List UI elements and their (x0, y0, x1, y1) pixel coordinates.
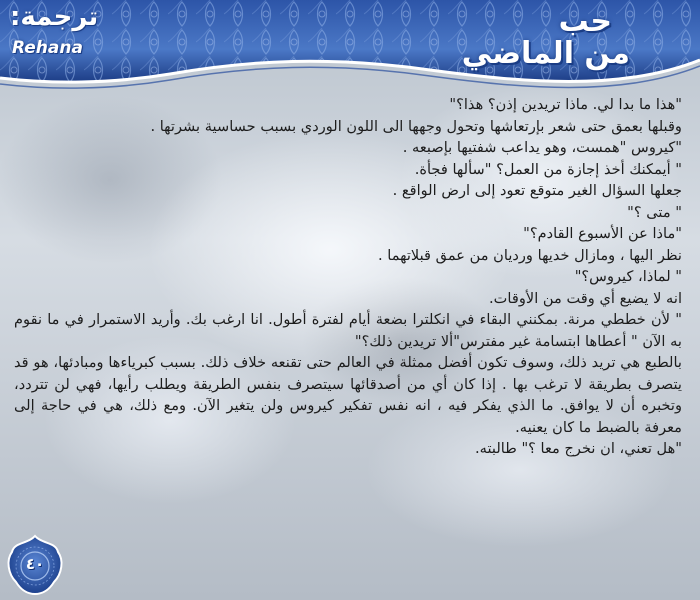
paragraph: " لأن خططي مرنة. بمكنني البقاء في انكلترا بضعة أيام لفترة أطول. انا ارغب بك. وأريد الاستمرار في ما نقوم به الآن " أعطاها ابتسامة غير مفترس"ألا تريدين ذلك؟" (14, 311, 682, 350)
translation-label: ترجمة: (10, 2, 99, 32)
translator-name: Rehana (12, 38, 83, 58)
story-title-line1: حب (558, 4, 612, 39)
paragraph: وقبلها بعمق حتى شعر بإرتعاشها وتحول وجهها الى اللون الوردي بسبب حساسية بشرتها . (150, 117, 682, 135)
paragraph: "كيروس "همست، وهو يداعب شفتيها بإصبعه . (402, 139, 682, 156)
paragraph: نظر اليها ، ومازال خديها ورديان من عمق قبلاتهما . (377, 246, 682, 264)
header-banner (0, 0, 700, 95)
paragraph: انه لا يضيع أي وقت من الأوقات. (489, 289, 682, 307)
paragraph: جعلها السؤال الغير متوقع تعود إلى ارض الواقع . (392, 182, 682, 199)
page-number: ٤٠ (25, 555, 45, 573)
paragraph: "ماذا عن الأسبوع القادم؟" (523, 225, 682, 242)
paragraph: " متى ؟" (627, 203, 682, 221)
paragraph: " أيمكنك أخذ إجازة من العمل؟ "سألها فجأة. (414, 160, 682, 178)
paragraph: "هذا ما بدا لي. ماذا تريدين إذن؟ هذا؟" (449, 96, 682, 113)
paragraph: " لماذا، كيروس؟" (574, 268, 682, 285)
paragraph: "هل تعني، ان نخرج معا ؟" طالبته. (475, 440, 682, 457)
paragraph: بالطبع هي تريد ذلك، وسوف تكون أفضل ممثلة في العالم حتى تقنعه خلاف ذلك. بسبب كبرياءها ومبادئها، هو قد يتصرف بطريقة لا ترغب بها . إذا كان أي من أصدقائها سيتصرف بنفس الطريقة ويطلب رأيها، فهي لن تتردد، وتخبره أن لا يوافق. ما الذي يفكر فيه ، انه نفس تفكير كيروس ولن يتغير الآن. ومع ذلك، هي في حاجة إلى معرفة بالضبط ما كان يعنيه. (14, 354, 682, 436)
story-title-line2: من الماضي (461, 36, 630, 71)
story-text (14, 94, 682, 460)
